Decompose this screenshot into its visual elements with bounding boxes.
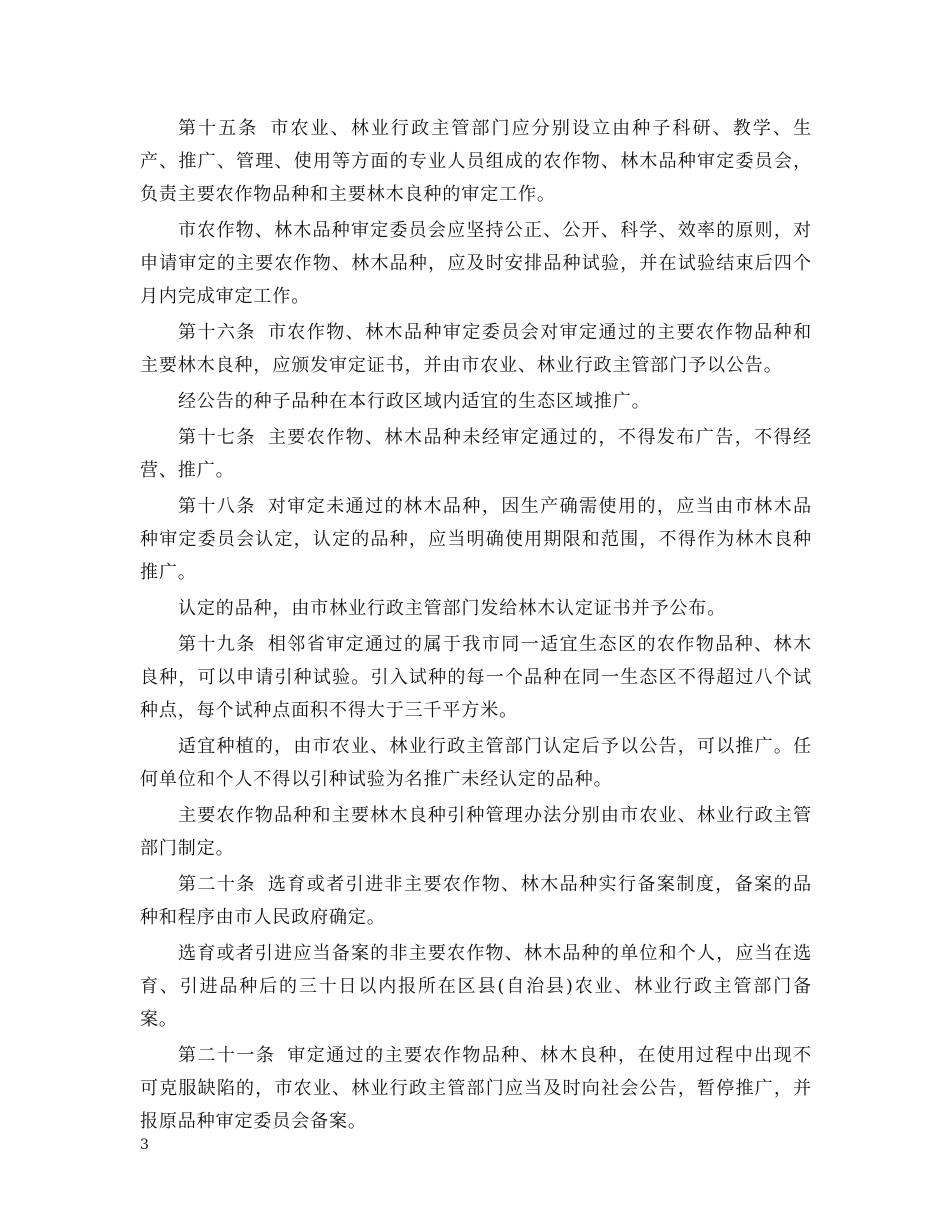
paragraph (140, 592, 812, 625)
paragraph (140, 421, 812, 487)
article-number: 第十八条 (178, 496, 256, 517)
page-number: 3 (140, 1137, 149, 1153)
paragraph (140, 490, 812, 589)
paragraph-text: 主要农作物、林木品种未经审定通过的，不得发布广告，不得经营、推广。 (140, 427, 812, 481)
paragraph (140, 628, 812, 727)
paragraph-text: 选育或者引进非主要农作物、林木品种实行备案制度，备案的品种和程序由市人民政府确定。 (140, 874, 812, 928)
article-number: 第十六条 (178, 322, 256, 343)
paragraph-text: 经公告的种子品种在本行政区域内适宜的生态区域推广。 (178, 391, 651, 412)
paragraph-text: 相邻省审定通过的属于我市同一适宜生态区的农作物品种、林木良种，可以申请引种试验。引入试种的每一个品种在同一生态区不得超过八个试种点，每个试种点面积不得大于三千平方米。 (140, 634, 812, 721)
paragraph (140, 316, 812, 382)
paragraph-text: 市农作物、林木品种审定委员会对审定通过的主要农作物品种和主要林木良种，应颁发审定证书，并由市农业、林业行政主管部门予以公告。 (140, 322, 812, 376)
paragraph (140, 868, 812, 934)
paragraph-text: 适宜种植的，由市农业、林业行政主管部门认定后予以公告，可以推广。任何单位和个人不得以引种试验为名推广未经认定的品种。 (140, 736, 812, 790)
paragraph (140, 214, 812, 313)
article-number: 第二十一条 (178, 1045, 276, 1066)
paragraph-text: 市农业、林业行政主管部门应分别设立由种子科研、教学、生产、推广、管理、使用等方面的专业人员组成的农作物、林木品种审定委员会，负责主要农作物品种和主要林木良种的审定工作。 (140, 118, 812, 205)
paragraph-text: 审定通过的主要农作物品种、林木良种，在使用过程中出现不可克服缺陷的，市农业、林业行政主管部门应当及时向社会公告，暂停推广，并报原品种审定委员会备案。 (140, 1045, 812, 1132)
paragraph (140, 1039, 812, 1138)
paragraph-text: 认定的品种，由市林业行政主管部门发给林木认定证书并予公布。 (178, 598, 727, 619)
article-number: 第十九条 (178, 634, 256, 655)
article-number: 第十七条 (178, 427, 256, 448)
paragraph (140, 385, 812, 418)
article-number: 第十五条 (178, 118, 259, 139)
article-number: 第二十条 (178, 874, 256, 895)
paragraph (140, 730, 812, 796)
paragraph (140, 799, 812, 865)
paragraph-text: 对审定未通过的林木品种，因生产确需使用的，应当由市林木品种审定委员会认定，认定的品种，应当明确使用期限和范围，不得作为林木良种推广。 (140, 496, 812, 583)
paragraph-text: 主要农作物品种和主要林木良种引种管理办法分别由市农业、林业行政主管部门制定。 (140, 805, 812, 859)
paragraph-text: 选育或者引进应当备案的非主要农作物、林木品种的单位和个人，应当在选育、引进品种后的三十日以内报所在区县(自治县)农业、林业行政主管部门备案。 (140, 943, 812, 1030)
paragraph-text: 市农作物、林木品种审定委员会应坚持公正、公开、科学、效率的原则，对申请审定的主要农作物、林木品种，应及时安排品种试验，并在试验结束后四个月内完成审定工作。 (140, 220, 812, 307)
paragraph (140, 112, 812, 211)
paragraph (140, 937, 812, 1036)
document-body (140, 112, 812, 1141)
